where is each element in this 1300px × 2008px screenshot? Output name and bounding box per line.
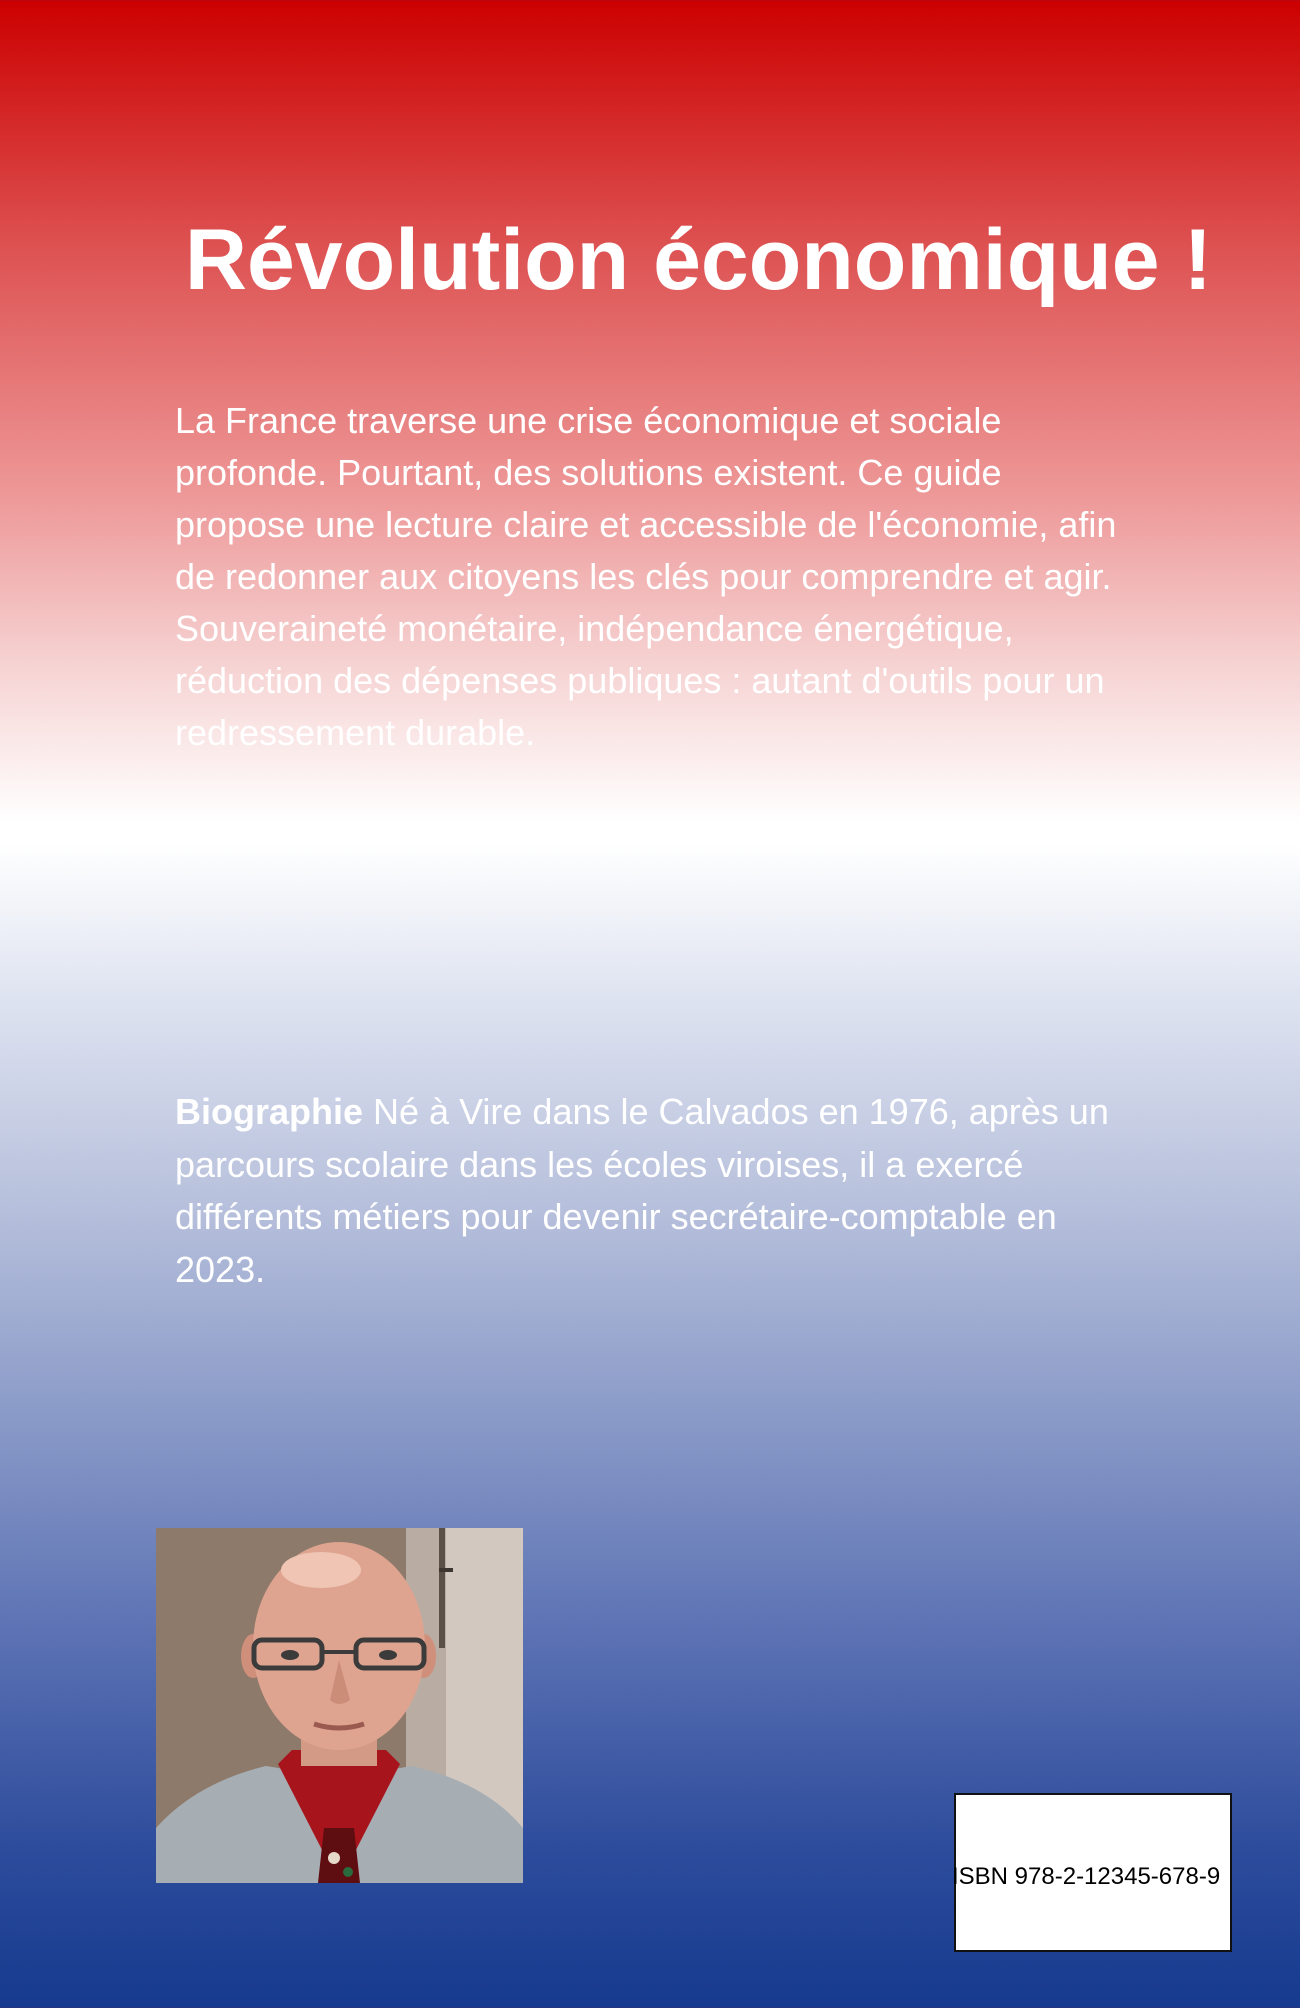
book-summary: La France traverse une crise économique et sociale profonde. Pourtant, des solutions existent. Ce guide propose une lecture claire et accessible de l'économie, afin de redonner aux citoyens les clés pour comprendre et agir. Souveraineté monétaire, indépendance énergétique, réduction des dépenses publiques : autant d'outils pour un redressement durable. [175, 400, 1117, 753]
author-photo [156, 1528, 523, 1883]
biography-heading: Biographie [175, 1091, 364, 1132]
biography [175, 1086, 1135, 1296]
biography-text: Né à Vire dans le Calvados en 1976, après un parcours scolaire dans les écoles viroises, il a exercé différents métiers pour devenir secrétaire-comptable en 2023. [175, 1091, 1109, 1290]
book-title: Révolution économique ! [184, 212, 1213, 308]
isbn-number: ISBN 978-2-12345-678-9 [952, 1863, 1221, 1890]
